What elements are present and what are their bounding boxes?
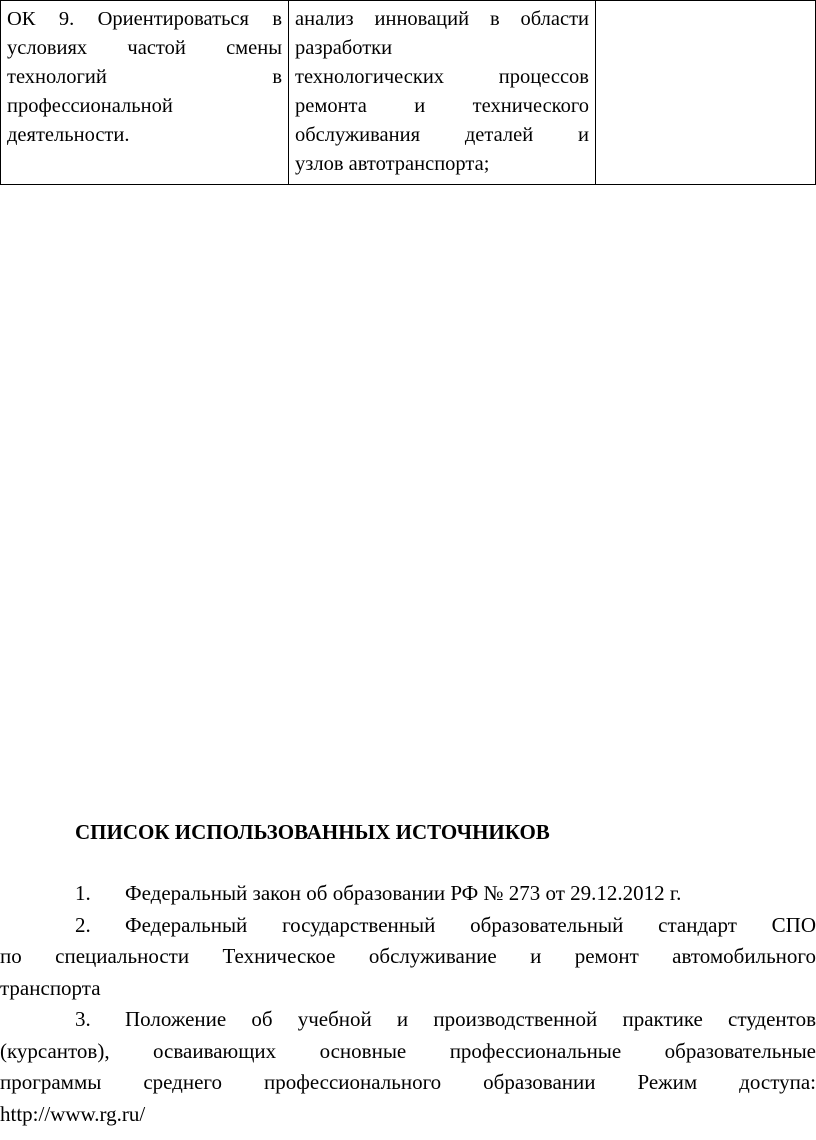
references-list [0,878,816,1130]
references-heading: СПИСОК ИСПОЛЬЗОВАННЫХ ИСТОЧНИКОВ [75,820,550,844]
reference-line [0,1004,816,1036]
reference-line [0,878,816,910]
reference-line: (курсантов), осваивающих основные профессиональные образовательные [0,1038,816,1063]
reference-number: 2. [75,912,91,937]
reference-link[interactable]: http://www.rg.ru/ [0,1101,146,1126]
reference-item [0,910,816,1005]
reference-number: 1. [75,881,91,905]
competency-cell [1,1,289,185]
reference-line: транспорта [0,975,101,1000]
reference-number: 3. [75,1007,91,1031]
activity-line: анализ инноваций в области [295,8,589,30]
competency-line: условиях частой смены [7,37,282,59]
competency-line: деятельности. [7,124,130,146]
competency-line: профессиональной [7,95,173,117]
reference-line [0,910,816,942]
competency-line: технологий в [7,66,282,88]
reference-item [0,878,816,910]
reference-text: Положение об учебной и производственной практике студентов [125,1007,816,1031]
activity-line: узлов автотранспорта; [295,153,490,175]
reference-text: Федеральный государственный образовательный стандарт СПО [125,912,816,937]
reference-item [0,1004,816,1130]
activity-line: ремонта и технического [295,95,589,117]
empty-cell [596,1,816,185]
reference-text: Федеральный закон об образовании РФ № 273 от 29.12.2012 г. [125,881,682,905]
reference-line: программы среднего профессионального образовании Режим доступа: [0,1070,816,1094]
activity-line: обслуживания деталей и [295,124,589,146]
competency-line: ОК 9. Ориентироваться в [7,8,282,30]
activity-line: технологических процессов [295,66,589,88]
reference-line: по специальности Техническое обслуживание и ремонт автомобильного [0,944,816,968]
competency-table [0,0,816,185]
activity-line: разработки [295,37,393,59]
activity-cell [289,1,596,185]
table-row [1,1,816,185]
